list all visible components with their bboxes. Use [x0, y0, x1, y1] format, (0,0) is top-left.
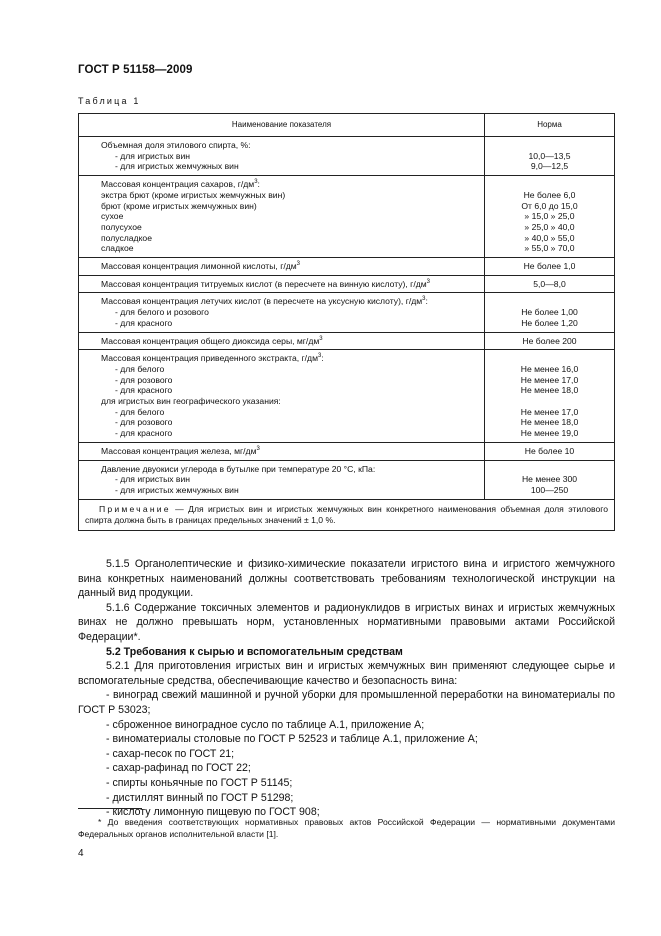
norm-value: 100—250: [530, 484, 569, 495]
note-text: — Для игристых вин и игристых жемчужных вин конкретного наименования объемная доля этилового спирта должна быть в границах предельных значений ± 1,0 %.: [85, 503, 608, 525]
list-item: - виноград свежий машинной и ручной уборки для промышленной переработки на виноматериалы по ГОСТ Р 53023;: [78, 689, 615, 716]
table-row: [79, 176, 615, 258]
norm-value: Не менее 17,0: [520, 374, 579, 385]
list-item: - сахар-песок по ГОСТ 21;: [106, 747, 235, 760]
table-caption: Таблица 1: [78, 96, 141, 106]
indicator-cell: [79, 350, 485, 443]
indicator-cell: [79, 442, 485, 460]
indicator-subitem: полусухое: [101, 221, 142, 232]
norm-cell: [485, 460, 615, 499]
section-heading-5-2: 5.2 Требования к сырью и вспомогательным средствам: [106, 645, 403, 658]
body-text: [78, 557, 615, 820]
table-row: [79, 258, 615, 276]
norm-cell: [485, 176, 615, 258]
norm-value: Не менее 19,0: [520, 428, 579, 439]
norm-cell: [485, 137, 615, 176]
indicator-cell: [79, 293, 485, 332]
indicator-subitem: - для игристых вин: [115, 150, 191, 161]
norm-value: Не более 6,0: [523, 189, 576, 200]
spec-table: [78, 113, 615, 531]
note-heading: Примечание: [99, 503, 171, 514]
indicator-cell: [79, 258, 485, 276]
norm-cell: [485, 258, 615, 276]
norm-value: » 55,0 » 70,0: [524, 243, 575, 254]
list-item: - дистиллят винный по ГОСТ Р 51298;: [106, 791, 294, 804]
indicator-cell: [79, 275, 485, 293]
footnote: * До введения соответствующих нормативных правовых актов Российской Федерации — нормативными документами Федеральных органов исполнительной власти [1].: [78, 817, 615, 839]
norm-value: Не менее 18,0: [520, 385, 579, 396]
indicator-subitem: - для игристых жемчужных вин: [115, 484, 239, 495]
norm-value: От 6,0 до 15,0: [521, 200, 578, 211]
indicator-subitem: сухое: [101, 211, 124, 222]
paragraph-5-2-1: 5.2.1 Для приготовления игристых вин и игристых жемчужных вин применяют следующее сырье и вспомогательные средства, обеспечивающие качество и безопасность вина:: [78, 660, 615, 687]
indicator-subitem: - для красного: [115, 317, 173, 328]
norm-cell: [485, 293, 615, 332]
indicator-title: Массовая концентрация летучих кислот (в пересчете на уксусную кислоту), $г/дм^3$:: [101, 296, 428, 307]
norm-value: 5,0—8,0: [533, 278, 566, 289]
indicator-title: Массовая концентрация общего диоксида серы, $мг/дм^3$: [101, 335, 323, 346]
norm-cell: [485, 442, 615, 460]
list-item: - спирты коньячные по ГОСТ Р 51145;: [106, 776, 293, 789]
table-row: [79, 460, 615, 499]
list-item: - сахар-рафинад по ГОСТ 22;: [106, 762, 251, 775]
norm-value: » 25,0 » 40,0: [524, 221, 575, 232]
indicator-subitem: - для красного: [115, 385, 173, 396]
indicator-subitem: полусладкое: [101, 232, 152, 243]
norm-cell: [485, 350, 615, 443]
norm-value: » 40,0 » 55,0: [524, 232, 575, 243]
norm-value: Не более 1,00: [521, 307, 578, 318]
indicator-title: Массовая концентрация железа, $мг/дм^3$: [101, 445, 260, 456]
norm-value: 10,0—13,5: [528, 150, 571, 161]
indicator-cell: [79, 460, 485, 499]
norm-value: Не более 10: [524, 445, 575, 456]
list-item: - кислоту лимонную пищевую по ГОСТ 908;: [106, 806, 320, 819]
norm-value: 9,0—12,5: [530, 161, 569, 172]
indicator-subitem: - для игристых жемчужных вин: [115, 161, 239, 172]
indicator-cell: [79, 137, 485, 176]
norm-value: Не менее 16,0: [520, 363, 579, 374]
page-header: ГОСТ Р 51158—2009: [78, 64, 193, 76]
indicator-title: Массовая концентрация титруемых кислот (в пересчете на винную кислоту), $г/дм^3$: [101, 278, 430, 289]
table-note-row: [79, 499, 615, 530]
norm-value: Не более 200: [522, 335, 577, 346]
indicator-subheading: для игристых вин географического указания:: [101, 396, 281, 407]
indicator-subitem: - для белого: [115, 363, 165, 374]
table-row: [79, 293, 615, 332]
norm-value: Не менее 17,0: [520, 406, 579, 417]
indicator-subitem: - для розового: [115, 417, 173, 428]
norm-value: Не более 1,0: [523, 261, 576, 272]
indicator-subitem: - для игристых вин: [115, 474, 191, 485]
indicator-cell: [79, 332, 485, 350]
norm-cell: [485, 275, 615, 293]
table-row: [79, 442, 615, 460]
indicator-subitem: сладкое: [101, 243, 134, 254]
indicator-title: Массовая концентрация приведенного экстракта, $г/дм^3$:: [101, 353, 324, 364]
indicator-subitem: - для белого: [115, 406, 165, 417]
norm-value: Не менее 18,0: [520, 417, 579, 428]
norm-cell: [485, 332, 615, 350]
table-row: [79, 137, 615, 176]
list-item: - сброженное виноградное сусло по таблице А.1, приложение А;: [106, 718, 425, 731]
table-row: [79, 350, 615, 443]
footnote-divider: [78, 808, 142, 809]
indicator-title: Массовая концентрация сахаров, $г/дм^3$:: [101, 179, 260, 190]
indicator-subitem: экстра брют (кроме игристых жемчужных вин): [101, 189, 286, 200]
indicator-subitem: брют (кроме игристых жемчужных вин): [101, 200, 257, 211]
table-note: [79, 499, 615, 530]
indicator-subitem: - для белого и розового: [115, 307, 209, 318]
list-item: - виноматериалы столовые по ГОСТ Р 52523 и таблице А.1, приложение А;: [106, 733, 478, 746]
table-row: [79, 332, 615, 350]
norm-value: » 15,0 » 25,0: [524, 211, 575, 222]
norm-value: Не менее 300: [521, 474, 578, 485]
column-header-indicator: Наименование показателя: [79, 114, 485, 137]
page-number: 4: [78, 848, 84, 859]
norm-value: Не более 1,20: [521, 317, 578, 328]
paragraph-5-1-5: 5.1.5 Органолептические и физико-химические показатели игристого вина и игристого жемчужного вина конкретных наименований должны соответствовать требованиям технологической инструкции на данный вид продукции.: [78, 558, 615, 600]
column-header-norm: Норма: [485, 114, 615, 137]
table-header-row: [79, 114, 615, 137]
table-row: [79, 275, 615, 293]
paragraph-5-1-6: 5.1.6 Содержание токсичных элементов и радионуклидов в игристых винах и игристых жемчужных винах не должно превышать норм, установленных нормативными правовыми актами Российской Федерации*.: [78, 601, 615, 643]
indicator-title: Массовая концентрация лимонной кислоты, $г/дм^3$: [101, 261, 300, 272]
indicator-subitem: - для розового: [115, 374, 173, 385]
indicator-cell: [79, 176, 485, 258]
indicator-subitem: - для красного: [115, 428, 173, 439]
indicator-title: Объемная доля этилового спирта, %:: [101, 140, 251, 150]
indicator-title: Давление двуокиси углерода в бутылке при температуре 20 °С, кПа:: [101, 463, 376, 474]
